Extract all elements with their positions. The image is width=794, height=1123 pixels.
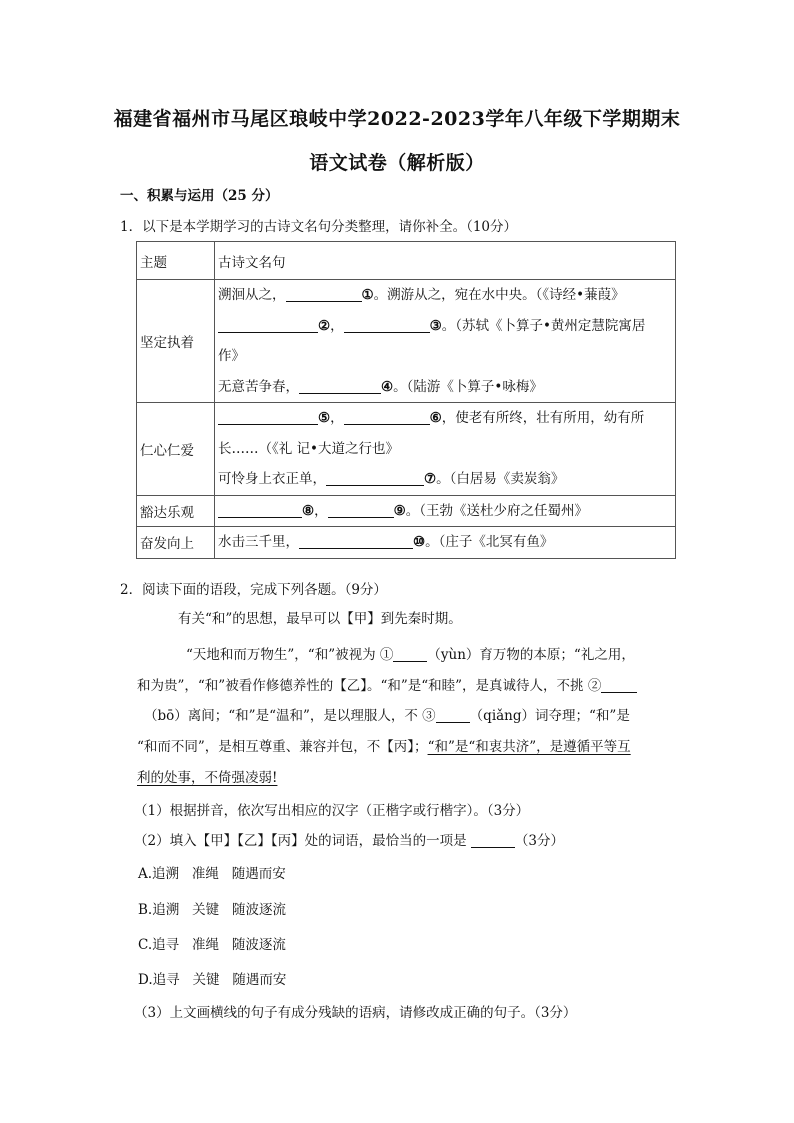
option-c[interactable]: C.追寻 准绳 随波逐流: [138, 937, 286, 953]
passage-line: “和而不同”，是相互尊重、兼容并包，不【丙】；“和”是“和衷共济”，是遵循平等互: [137, 739, 631, 755]
answer-blank[interactable]: [393, 645, 427, 662]
theme-cell: 坚定执着: [137, 280, 215, 403]
theme-cell: 奋发向上: [137, 527, 215, 559]
section-heading: 一、积累与运用（25 分）: [120, 188, 279, 204]
table-header-row: [137, 242, 676, 280]
poems-cell: [215, 495, 676, 527]
option-d[interactable]: D.追寻 关键 随遇而安: [138, 972, 287, 988]
answer-blank[interactable]: [326, 469, 424, 486]
answer-blank[interactable]: [436, 706, 470, 723]
poem-line: ⑤， ⑥，使老有所终，壮有所用，幼有所: [218, 403, 672, 434]
poem-line: 可怜身上衣正单， ⑦。（白居易《卖炭翁》: [218, 471, 565, 487]
sub-question-2: （2）填入【甲】【乙】【丙】处的词语，最恰当的一项是 （3分）: [134, 833, 564, 849]
poem-line: 水击三千里， ⑩。（庄子《北冥有鱼》: [218, 534, 554, 550]
option-a[interactable]: A.追溯 准绳 随遇而安: [138, 866, 286, 882]
passage-line: 和为贵”，“和”被看作修德养性的【乙】。“和”是“和睦”，是真诚待人，不挑 ②: [137, 676, 637, 696]
table-row: [137, 403, 676, 496]
sub-question-1: （1）根据拼音，依次写出相应的汉字（正楷字或行楷字）。（3分）: [134, 803, 530, 819]
poems-cell: [215, 527, 676, 559]
poem-line: 溯洄从之， ①。溯游从之，宛在水中央。（《诗经•蒹葭》: [218, 287, 625, 303]
passage-line: [137, 768, 277, 788]
answer-blank[interactable]: [218, 501, 302, 518]
poems-cell: [215, 280, 676, 403]
sub-question-3: （3）上文画横线的句子有成分残缺的语病，请修改成正确的句子。（3分）: [134, 1005, 577, 1021]
poem-line: ⑧， ⑨。（王勃《送杜少府之任蜀州》: [218, 496, 672, 527]
header-theme: 主题: [137, 242, 215, 280]
header-poems: 古诗文名句: [215, 242, 676, 280]
exam-title-line2: 语文试卷（解析版）: [309, 152, 485, 174]
answer-blank[interactable]: [299, 377, 381, 394]
poem-line: 长……（《礼 记•大道之行也》: [218, 440, 400, 457]
exam-title-line1: 福建省福州市马尾区琅岐中学2022-2023学年八年级下学期期末: [113, 108, 681, 130]
passage-line: “天地和而万物生”，“和”被视为 ① （yùn）育万物的本原；“礼之用，: [186, 647, 635, 663]
question-1-prompt: 1．以下是本学期学习的古诗文名句分类整理，请你补全。（10分）: [120, 219, 518, 235]
answer-blank[interactable]: [218, 316, 318, 333]
poem-table: [136, 241, 676, 559]
theme-cell: 仁心仁爱: [137, 403, 215, 496]
poem-line: 作》: [218, 348, 245, 364]
passage-line: （bō）离间；“和”是“温和”，是以理服人，不 ③ （qiǎng）词夺理；“和”是: [144, 708, 630, 724]
table-row: [137, 495, 676, 527]
answer-blank[interactable]: [286, 285, 362, 302]
poem-line: 无意苦争春， ④。（陆游《卜算子•咏梅》: [218, 378, 543, 395]
answer-blank[interactable]: [471, 831, 515, 848]
question-2-prompt: 2．阅读下面的语段，完成下列各题。（9分）: [120, 582, 387, 598]
answer-blank[interactable]: [218, 408, 318, 425]
underlined-sentence: “和”是“和衷共济”，是遵循平等互: [427, 739, 631, 755]
underlined-sentence: 利的处事，不倚强凌弱!: [137, 770, 278, 786]
poems-cell: [215, 403, 676, 496]
table-row: [137, 527, 676, 559]
theme-cell: 豁达乐观: [137, 495, 215, 527]
answer-blank[interactable]: [344, 408, 430, 425]
answer-blank[interactable]: [328, 501, 394, 518]
answer-blank[interactable]: [344, 316, 430, 333]
answer-blank[interactable]: [601, 676, 637, 693]
passage-line: 有关“和”的思想，最早可以【甲】到先秦时期。: [178, 611, 462, 627]
answer-blank[interactable]: [299, 532, 413, 549]
poem-line: ②， ③。（苏轼《卜算子•黄州定慧院寓居: [218, 311, 672, 342]
table-row: [137, 280, 676, 403]
option-b[interactable]: B.追溯 关键 随波逐流: [138, 902, 286, 918]
